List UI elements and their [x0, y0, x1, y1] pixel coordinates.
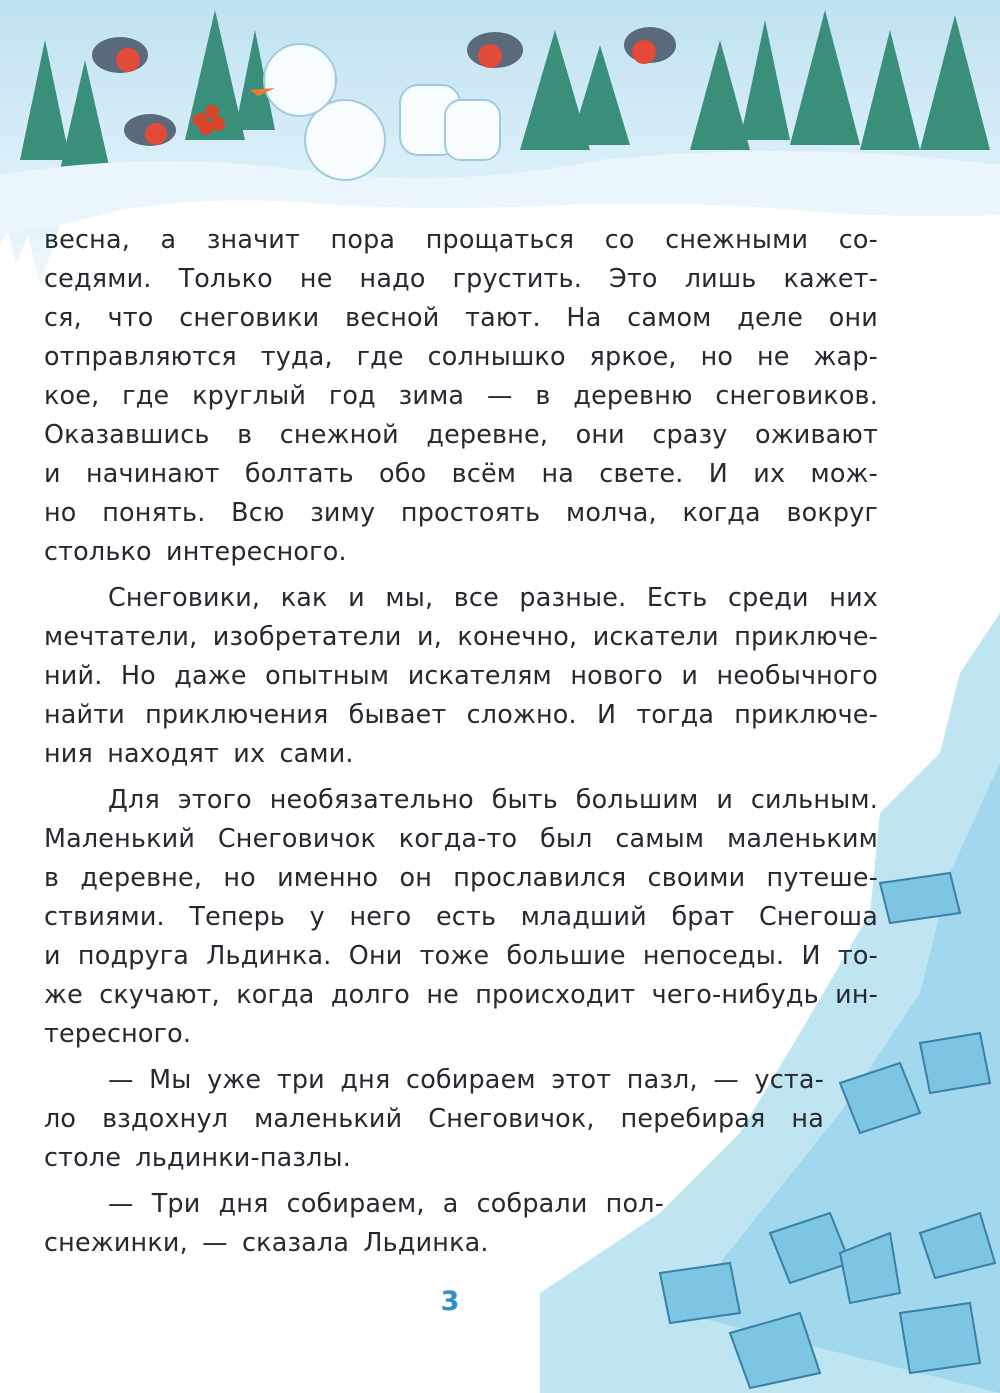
text-line: и начинают болтать обо всём на свете. И их мож- [44, 458, 878, 488]
paragraph-5 [44, 1184, 664, 1262]
text-line: но понять. Всю зиму простоять молча, когда вокруг [44, 497, 878, 527]
text-line: мечтатели, изобретатели и, конечно, искатели приключе- [44, 621, 878, 651]
text-line: Маленький Снеговичок когда-то был самым маленьким [44, 823, 878, 853]
text-line: ний. Но даже опытным искателям нового и необычного [44, 660, 878, 690]
text-line: ся, что снеговики весной тают. На самом деле они [44, 302, 878, 332]
paragraph-1 [44, 220, 878, 571]
text-line: ствиями. Теперь у него есть младший брат Снегоша [44, 901, 878, 931]
text-line: в деревне, но именно он прославился своими путеше- [44, 862, 878, 892]
text-line: кое, где круглый год зима — в деревню снеговиков. [44, 380, 878, 410]
paragraph-3 [44, 780, 878, 1053]
text-line: седями. Только не надо грустить. Это лишь кажет- [44, 263, 878, 293]
text-line: Снеговики, как и мы, все разные. Есть среди них [108, 582, 878, 612]
text-line: — Три дня собираем, а собрали пол- [108, 1188, 664, 1218]
text-line: столько интересного. [44, 536, 347, 566]
text-line: ло вздохнул маленький Снеговичок, перебирая на [44, 1103, 824, 1133]
text-line: же скучают, когда долго не происходит чего-нибудь ин- [44, 979, 878, 1009]
text-line: найти приключения бывает сложно. И тогда приключе- [44, 699, 878, 729]
text-line: столе льдинки-пазлы. [44, 1142, 352, 1172]
story-text [44, 220, 878, 1269]
text-line: Для этого необязательно быть большим и сильным. [108, 784, 878, 814]
paragraph-2 [44, 578, 878, 773]
text-line: отправляются туда, где солнышко яркое, но не жар- [44, 341, 878, 371]
text-line: ния находят их сами. [44, 738, 354, 768]
text-line: — Мы уже три дня собираем этот пазл, — уста- [108, 1064, 824, 1094]
text-line: снежинки, — сказала Льдинка. [44, 1227, 489, 1257]
paragraph-4 [44, 1060, 824, 1177]
text-line: и подруга Льдинка. Они тоже большие непоседы. И то- [44, 940, 878, 970]
text-line: тересного. [44, 1018, 192, 1048]
text-line: Оказавшись в снежной деревне, они сразу оживают [44, 419, 878, 449]
text-line: весна, а значит пора прощаться со снежными со- [44, 224, 878, 254]
page-number: 3 [440, 1286, 460, 1317]
